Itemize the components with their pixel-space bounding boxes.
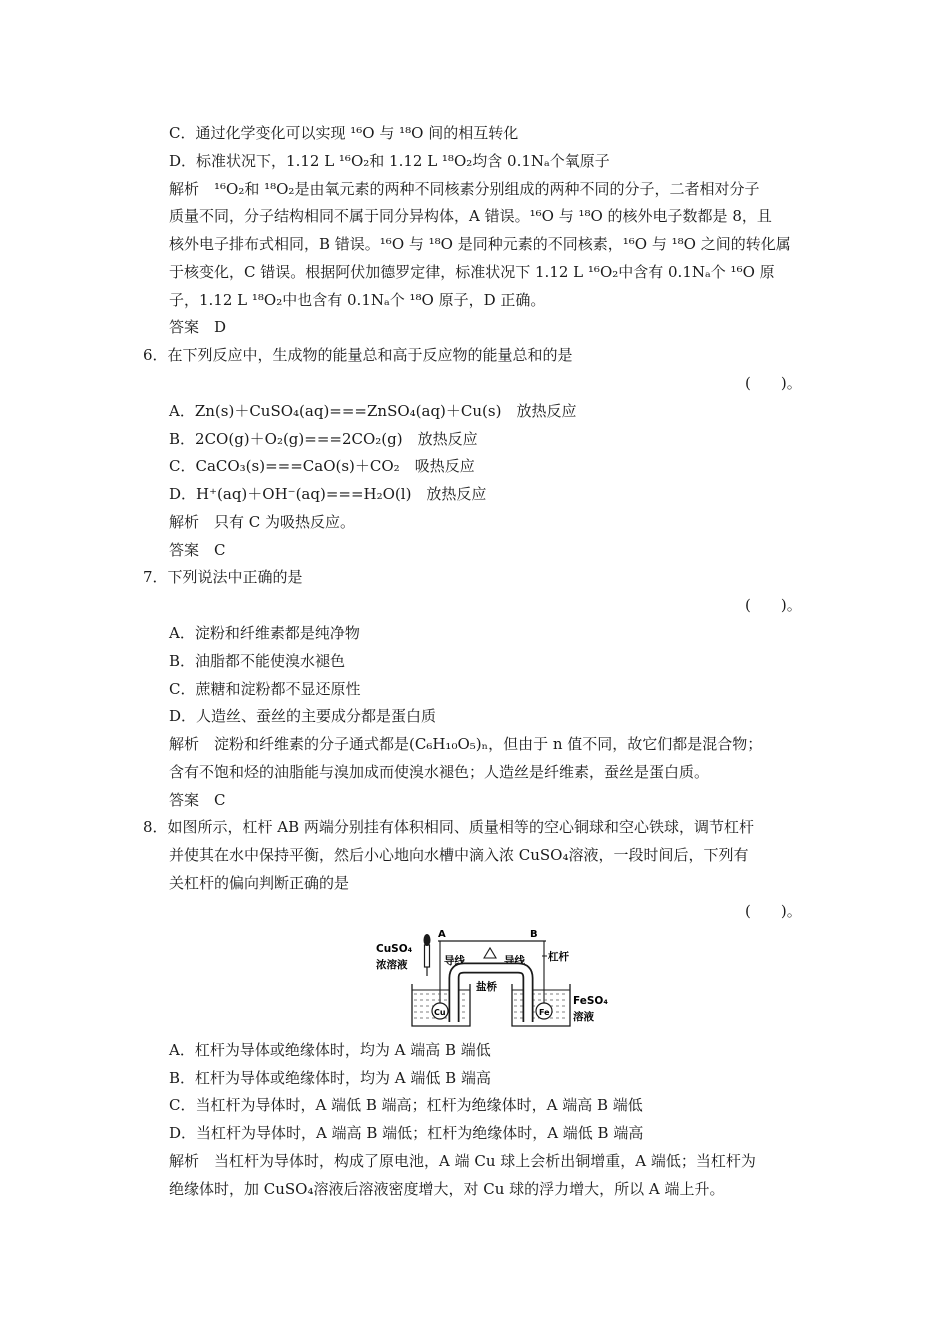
- q5-analysis-line: 核外电子排布式相同，B 错误。¹⁶O 与 ¹⁸O 是同种元素的不同核素，¹⁶O 与 ¹⁸O 之间的转化属: [169, 235, 791, 253]
- q7-analysis-line: 解析 淀粉和纤维素的分子通式都是(C₆H₁₀O₅)ₙ，但由于 n 值不同，故它们都是混合物；: [169, 735, 763, 753]
- q7-option-d: D．人造丝、蚕丝的主要成分都是蛋白质: [169, 707, 437, 725]
- q6-stem: 6．在下列反应中，生成物的能量总和高于反应物的能量总和的是: [143, 346, 573, 364]
- label-b: B: [530, 929, 538, 940]
- q6-answer: 答案 C: [169, 541, 226, 559]
- q7-option-c: C．蔗糖和淀粉都不显还原性: [169, 680, 361, 698]
- q7-stem: 7．下列说法中正确的是: [143, 568, 303, 586]
- label-a: A: [438, 929, 446, 940]
- fulcrum-icon: [484, 948, 496, 958]
- q6-option-c: C．CaCO₃(s)===CaO(s)＋CO₂ 吸热反应: [169, 457, 475, 475]
- q6-option-b: B．2CO(g)＋O₂(g)===2CO₂(g) 放热反应: [169, 430, 478, 448]
- label-feso4: FeSO₄: [573, 995, 608, 1007]
- q7-analysis-line: 含有不饱和烃的油脂能与溴加成而使溴水褪色；人造丝是纤维素，蚕丝是蛋白质。: [169, 763, 710, 781]
- q5-answer: 答案 D: [169, 318, 227, 336]
- label-cuso4: CuSO₄: [376, 943, 413, 955]
- q8-option-b: B．杠杆为导体或绝缘体时，均为 A 端低 B 端高: [169, 1069, 491, 1087]
- q5-analysis-line: 质量不同，分子结构相同不属于同分异构体，A 错误。¹⁶O 与 ¹⁸O 的核外电子数都是 8，且: [169, 207, 772, 225]
- q8-analysis-line: 绝缘体时，加 CuSO₄溶液后溶液密度增大，对 Cu 球的浮力增大，所以 A 端上升。: [169, 1180, 725, 1198]
- salt-bridge: [454, 968, 528, 1022]
- q6-option-a: A．Zn(s)＋CuSO₄(aq)===ZnSO₄(aq)＋Cu(s) 放热反应: [169, 402, 577, 420]
- q5-analysis-line: 于核变化，C 错误。根据阿伏加德罗定律，标准状况下 1.12 L ¹⁶O₂中含有 0.1Nₐ个 ¹⁶O 原: [169, 263, 775, 281]
- label-wire-left: 导线: [444, 955, 465, 967]
- q7-option-b: B．油脂都不能使溴水褪色: [169, 652, 346, 670]
- q8-option-c: C．当杠杆为导体时，A 端低 B 端高；杠杆为绝缘体时，A 端高 B 端低: [169, 1096, 643, 1114]
- q8-stem-line: 并使其在水中保持平衡，然后小心地向水槽中滴入浓 CuSO₄溶液，一段时间后，下列有: [169, 846, 749, 864]
- label-concentrated-solution: 浓溶液: [376, 959, 408, 971]
- q5-option-d: D．标准状况下，1.12 L ¹⁶O₂和 1.12 L ¹⁸O₂均含 0.1Nₐ个氧原子: [169, 152, 610, 170]
- q8-stem-line: 8．如图所示，杠杆 AB 两端分别挂有体积相同、质量相等的空心铜球和空心铁球，调节杠杆: [143, 818, 754, 836]
- q6-option-d: D．H⁺(aq)＋OH⁻(aq)===H₂O(l) 放热反应: [169, 485, 487, 503]
- label-feso4-solution: 溶液: [573, 1011, 594, 1023]
- q8-option-a: A．杠杆为导体或绝缘体时，均为 A 端高 B 端低: [169, 1041, 491, 1059]
- q8-answer-paren: ( )。: [745, 902, 802, 920]
- label-fe: Fe: [539, 1008, 550, 1017]
- q5-analysis-line: 解析 ¹⁶O₂和 ¹⁸O₂是由氧元素的两种不同核素分别组成的两种不同的分子，二者相对分子: [169, 180, 760, 198]
- dropper-icon: [424, 934, 431, 976]
- q5-analysis-line: 子，1.12 L ¹⁸O₂中也含有 0.1Nₐ个 ¹⁸O 原子，D 正确。: [169, 291, 546, 309]
- q8-stem-line: 关杠杆的偏向判断正确的是: [169, 874, 350, 892]
- label-salt-bridge: 盐桥: [476, 981, 497, 993]
- q6-answer-paren: ( )。: [745, 374, 802, 392]
- label-lever: 杠杆: [548, 951, 569, 963]
- q7-option-a: A．淀粉和纤维素都是纯净物: [169, 624, 360, 642]
- galvanic-lever-diagram: [372, 928, 612, 1036]
- q6-analysis: 解析 只有 C 为吸热反应。: [169, 513, 356, 531]
- q8-option-d: D．当杠杆为导体时，A 端高 B 端低；杠杆为绝缘体时，A 端低 B 端高: [169, 1124, 644, 1142]
- label-cu: Cu: [434, 1008, 446, 1017]
- q5-option-c: C．通过化学变化可以实现 ¹⁶O 与 ¹⁸O 间的相互转化: [169, 124, 519, 142]
- label-wire-right: 导线: [504, 955, 525, 967]
- q7-answer-paren: ( )。: [745, 596, 802, 614]
- q8-analysis-line: 解析 当杠杆为导体时，构成了原电池，A 端 Cu 球上会析出铜增重，A 端低；当杠杆为: [169, 1152, 756, 1170]
- q7-answer: 答案 C: [169, 791, 226, 809]
